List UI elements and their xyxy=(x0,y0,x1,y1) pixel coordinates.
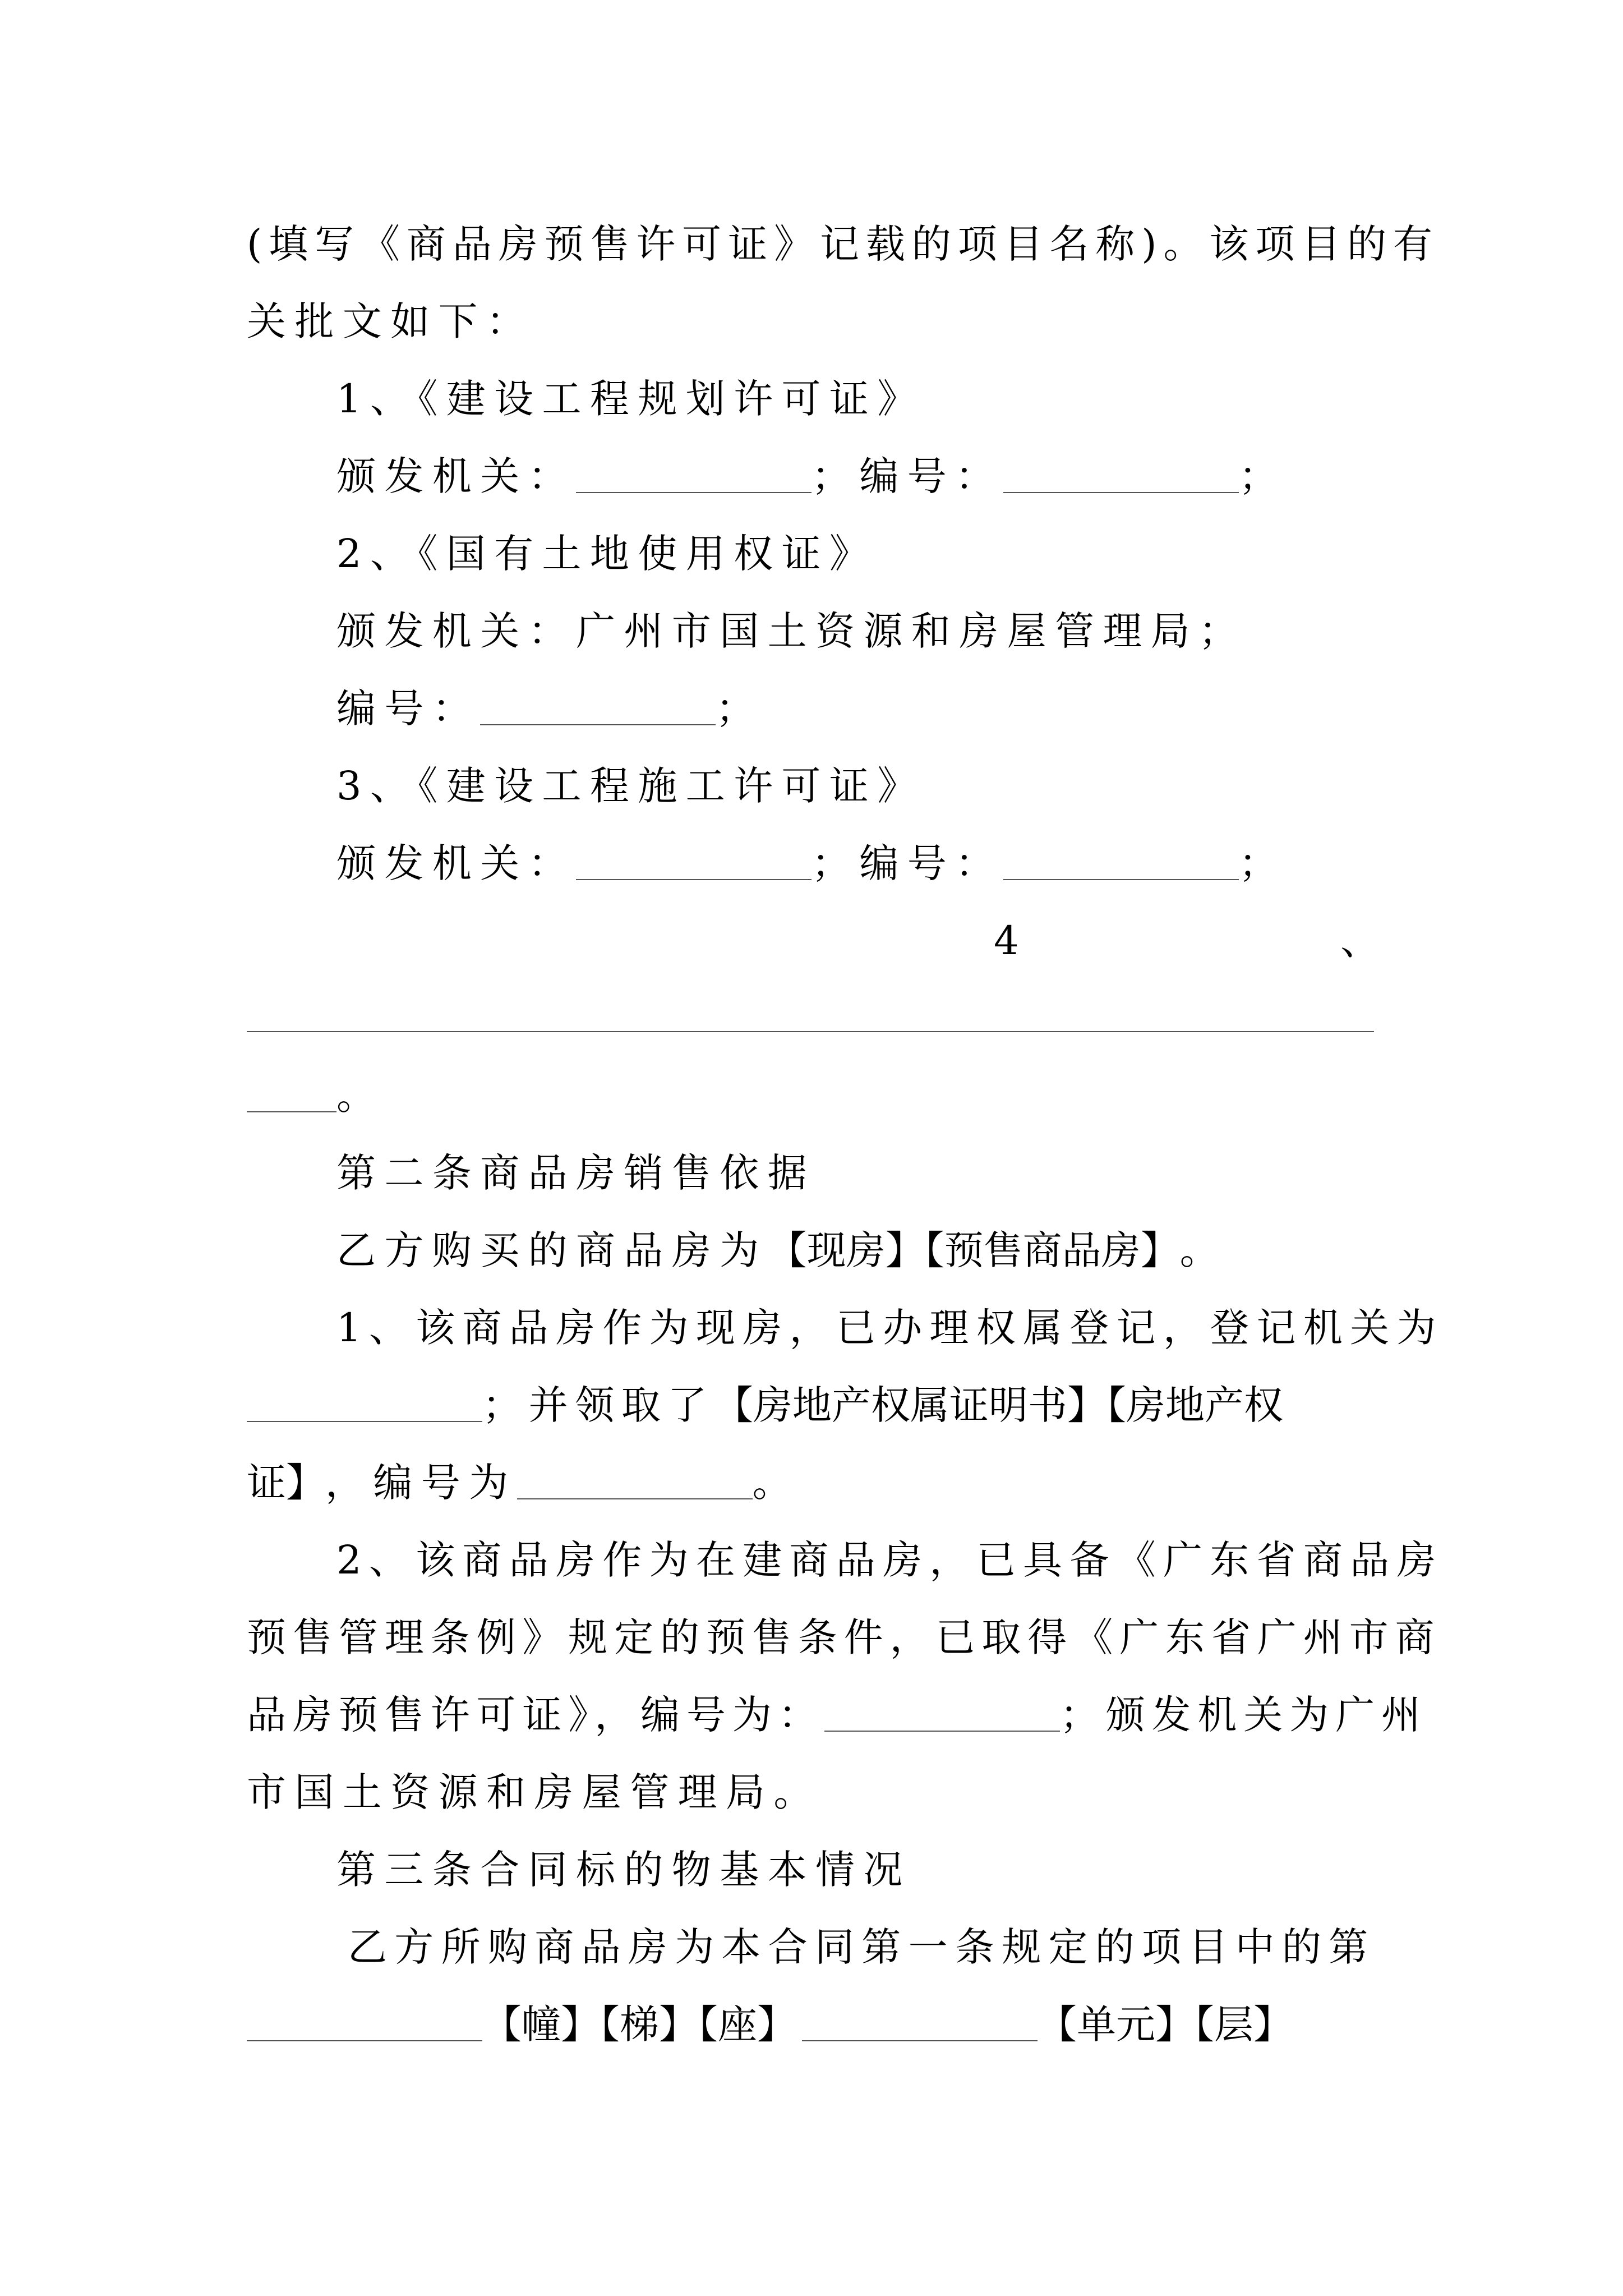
line-text: 乙方所购商品房为本合同第一条规定的项目中的第 xyxy=(348,1924,1376,1970)
paragraph-line xyxy=(247,219,1439,269)
line-end: ； xyxy=(1238,840,1287,886)
number-blank-field[interactable] xyxy=(1003,846,1239,880)
paragraph-line xyxy=(336,1303,1444,1353)
presale-permit-number-blank-field[interactable] xyxy=(824,1698,1060,1732)
line-text: ；并领取了 xyxy=(482,1382,714,1428)
option-brackets: 【现房】【预售商品房】 xyxy=(767,1227,1180,1273)
article-2-heading xyxy=(336,1148,815,1198)
paragraph-line xyxy=(247,296,534,347)
issuer-blank-field[interactable] xyxy=(576,459,811,493)
article-3-heading xyxy=(336,1844,911,1895)
line-text: ；颁发机关为广州 xyxy=(1059,1692,1427,1738)
paragraph-line xyxy=(247,1380,1283,1430)
issuer-label: 颁发机关： xyxy=(336,840,576,886)
issuer-number-line xyxy=(336,838,1287,889)
option-brackets: 证】 xyxy=(247,1460,325,1506)
heading-text: 第三条合同标的物基本情况 xyxy=(336,1847,911,1893)
paragraph-line xyxy=(336,1225,1228,1276)
heading-text: 第二条商品房销售依据 xyxy=(336,1150,815,1196)
number-label: 编号： xyxy=(336,685,481,731)
paragraph-line xyxy=(348,1922,1376,1972)
line-text: 3、《建设工程施工许可证》 xyxy=(336,763,925,809)
number-line xyxy=(336,683,764,734)
line-text: 2、该商品房作为在建商品房，已具备《广东省商品房 xyxy=(336,1537,1444,1583)
line-text: 市国土资源和房屋管理局。 xyxy=(247,1769,822,1815)
number-label: ；编号： xyxy=(811,453,1003,499)
line-text: 2、《国有土地使用权证》 xyxy=(336,531,878,577)
paragraph-line xyxy=(247,1690,1427,1740)
line-end: 。 xyxy=(336,1073,376,1119)
issuer-blank-field[interactable] xyxy=(576,846,811,880)
issuer-number-line xyxy=(336,451,1287,501)
paragraph-line xyxy=(336,606,1247,656)
approval-item-4-number: 4 xyxy=(994,918,1019,964)
line-text: 乙方购买的商品房为 xyxy=(336,1227,768,1273)
paragraph-line xyxy=(336,1535,1444,1585)
option-brackets: 【单元】【层】 xyxy=(1038,2001,1293,2047)
approval-item-4-blank-field[interactable] xyxy=(247,1031,1374,1032)
line-text: 1、《建设工程规划许可证》 xyxy=(336,376,925,422)
paragraph-line xyxy=(247,1612,1441,1663)
option-brackets: 【幢】【梯】【座】 xyxy=(482,2001,796,2047)
line-end: 。 xyxy=(1179,1227,1228,1273)
short-blank-field[interactable] xyxy=(247,1079,336,1112)
option-brackets: 【房地产权属证明书】【房地产权 xyxy=(714,1382,1283,1428)
approval-item-4-mark: 、 xyxy=(1340,918,1380,964)
approval-item-3-title xyxy=(336,761,925,811)
certificate-number-blank-field[interactable] xyxy=(517,1466,753,1499)
number-label: ；编号： xyxy=(811,840,1003,886)
approval-item-1-title xyxy=(336,374,925,424)
line-text: 关批文如下： xyxy=(247,298,534,344)
unit-blank-field[interactable] xyxy=(802,2008,1038,2041)
line-text: (填写《商品房预售许可证》记载的项目名称)。该项目的有 xyxy=(247,221,1439,267)
number-blank-field[interactable] xyxy=(480,692,716,725)
approval-item-4-end-line xyxy=(247,1070,376,1121)
line-end: ； xyxy=(1238,453,1287,499)
paragraph-line xyxy=(247,1767,822,1818)
unit-location-line xyxy=(247,1999,1293,2050)
line-text: 颁发机关：广州市国土资源和房屋管理局； xyxy=(336,608,1247,654)
line-text: 1、该商品房作为现房，已办理权属登记，登记机关为 xyxy=(336,1305,1444,1351)
line-end: ； xyxy=(716,685,764,731)
building-blank-field[interactable] xyxy=(247,2008,482,2041)
line-text: 预售管理条例》规定的预售条件，已取得《广东省广州市商 xyxy=(247,1614,1441,1660)
registration-authority-blank-field[interactable] xyxy=(247,1388,482,1422)
issuer-label: 颁发机关： xyxy=(336,453,576,499)
approval-item-2-title xyxy=(336,528,877,579)
line-text: ，编号为 xyxy=(325,1460,517,1506)
line-end: 。 xyxy=(752,1460,801,1506)
line-text: 品房预售许可证》，编号为： xyxy=(247,1692,824,1738)
number-blank-field[interactable] xyxy=(1003,459,1239,493)
paragraph-line xyxy=(247,1457,800,1508)
